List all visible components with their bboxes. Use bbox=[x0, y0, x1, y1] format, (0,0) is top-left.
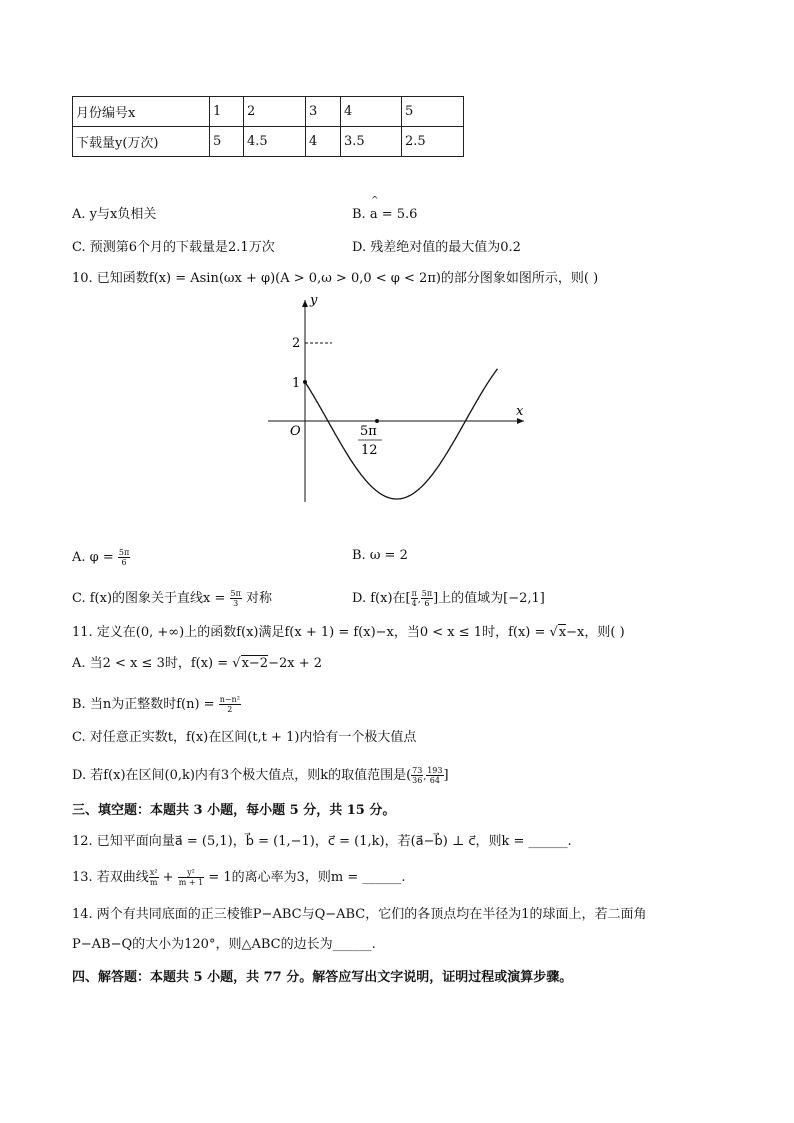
fraction: $\frac{5\pi}{6}$ bbox=[118, 548, 130, 567]
fraction: $\frac{\text{n−n²}}{2}$ bbox=[219, 695, 240, 714]
table-cell: 下载量y(万次) bbox=[73, 127, 210, 157]
q14-line-2: P−AB−Q的大小为120°，则△ABC的边长为______. bbox=[72, 937, 376, 952]
table-cell: 4 bbox=[341, 97, 402, 127]
q9-option-b: B. a = 5.6 bbox=[352, 207, 418, 222]
q10-option-d: D. f(x)在[ $\frac{\pi}{4}$ , $\frac{5\pi}{6}$ ]上的值域为[−2,1] bbox=[352, 589, 545, 608]
tick-label-2: 2 bbox=[292, 336, 301, 351]
q12: 12. 已知平面向量a⃗ = (5,1)，b⃗ = (1,−1)，c⃗ = (1,k)，若(a⃗−b⃗) ⊥ c⃗，则k = ______. bbox=[72, 834, 572, 849]
table-row bbox=[73, 97, 464, 127]
q13: 13. 若双曲线 $\frac{\text{x²}}{m}$ + $\frac{\text{y²}}{m + 1}$ = 1的离心率为3，则m = ______. bbox=[72, 868, 406, 887]
q9-option-c: C. 预测第6个月的下载量是2.1万次 bbox=[72, 240, 275, 255]
fraction: $\frac{193}{64}$ bbox=[427, 766, 443, 785]
q9-option-d: D. 残差绝对值的最大值为0.2 bbox=[352, 240, 521, 255]
download-table bbox=[72, 96, 464, 157]
table-cell: 月份编号x bbox=[73, 97, 210, 127]
table-cell: 2.5 bbox=[402, 127, 464, 157]
table-cell: 2 bbox=[244, 97, 306, 127]
q11-option-b: B. 当n为正整数时f(n) = $\frac{\text{n−n²}}{2}$ bbox=[72, 695, 240, 714]
q10-option-b: B. ω = 2 bbox=[352, 548, 408, 563]
q10-option-c: C. f(x)的图象关于直线x = $\frac{5\pi}{3}$ 对称 bbox=[72, 589, 273, 608]
hat-mark: ^ bbox=[371, 196, 379, 206]
q11-option-a: A. 当2 < x ≤ 3时，f(x) = √x−2−2x + 2 bbox=[72, 656, 323, 671]
table-cell: 3 bbox=[306, 97, 341, 127]
q14-line-1: 14. 两个有共同底面的正三棱锥P−ABC与Q−ABC，它们的各顶点均在半径为1的球面上，若二面角 bbox=[72, 907, 647, 922]
q11-stem: 11. 定义在(0, +∞)上的函数f(x)满足f(x + 1) = f(x)−x，当0 < x ≤ 1时，f(x) = √x−x，则( ) bbox=[72, 625, 625, 640]
zero-label-numerator: 5π bbox=[360, 424, 377, 439]
fraction: $\frac{5\pi}{6}$ bbox=[421, 589, 433, 608]
fraction: $\frac{5\pi}{3}$ bbox=[230, 589, 241, 608]
fraction: $\frac{\text{y²}}{m + 1}$ bbox=[178, 868, 204, 887]
sine-graph bbox=[262, 290, 532, 505]
zero-label-denominator: 12 bbox=[361, 443, 378, 458]
table-cell: 4.5 bbox=[244, 127, 306, 157]
fraction: $\frac{73}{36}$ bbox=[412, 766, 423, 785]
tick-label-1: 1 bbox=[292, 376, 301, 391]
x-axis-label: x bbox=[516, 404, 524, 419]
q10-option-a: A. φ = $\frac{5\pi}{6}$ bbox=[72, 548, 130, 567]
origin-label: O bbox=[290, 424, 301, 439]
fraction: $\frac{\text{x²}}{m}$ bbox=[149, 868, 158, 887]
table-row bbox=[73, 127, 464, 157]
section-heading-fill-in: 三、填空题：本题共 3 小题，每小题 5 分，共 15 分。 bbox=[72, 803, 396, 818]
table-cell: 5 bbox=[402, 97, 464, 127]
zero-point bbox=[375, 419, 379, 423]
q10-stem: 10. 已知函数f(x) = Asin(ωx + φ)(A > 0,ω > 0,0 < φ < 2π)的部分图象如图所示，则( ) bbox=[72, 271, 599, 286]
q9-option-a: A. y与x负相关 bbox=[72, 207, 157, 222]
table-cell: 3.5 bbox=[341, 127, 402, 157]
q11-option-d: D. 若f(x)在区间(0,k)内有3个极大值点，则k的取值范围是( $\frac{73}{36}$ , $\frac{193}{64}$ ] bbox=[72, 766, 449, 785]
table-cell: 1 bbox=[210, 97, 244, 127]
sine-curve bbox=[305, 369, 498, 499]
fraction: $\frac{\pi}{4}$ bbox=[411, 589, 417, 608]
table-cell: 4 bbox=[306, 127, 341, 157]
y-intercept-point bbox=[303, 380, 307, 384]
q11-option-c: C. 对任意正实数t，f(x)在区间(t,t + 1)内恰有一个极大值点 bbox=[72, 730, 417, 745]
table-cell: 5 bbox=[210, 127, 244, 157]
section-heading-solutions: 四、解答题：本题共 5 小题，共 77 分。解答应写出文字说明，证明过程或演算步骤。 bbox=[72, 970, 573, 985]
y-axis-label: y bbox=[310, 293, 318, 308]
